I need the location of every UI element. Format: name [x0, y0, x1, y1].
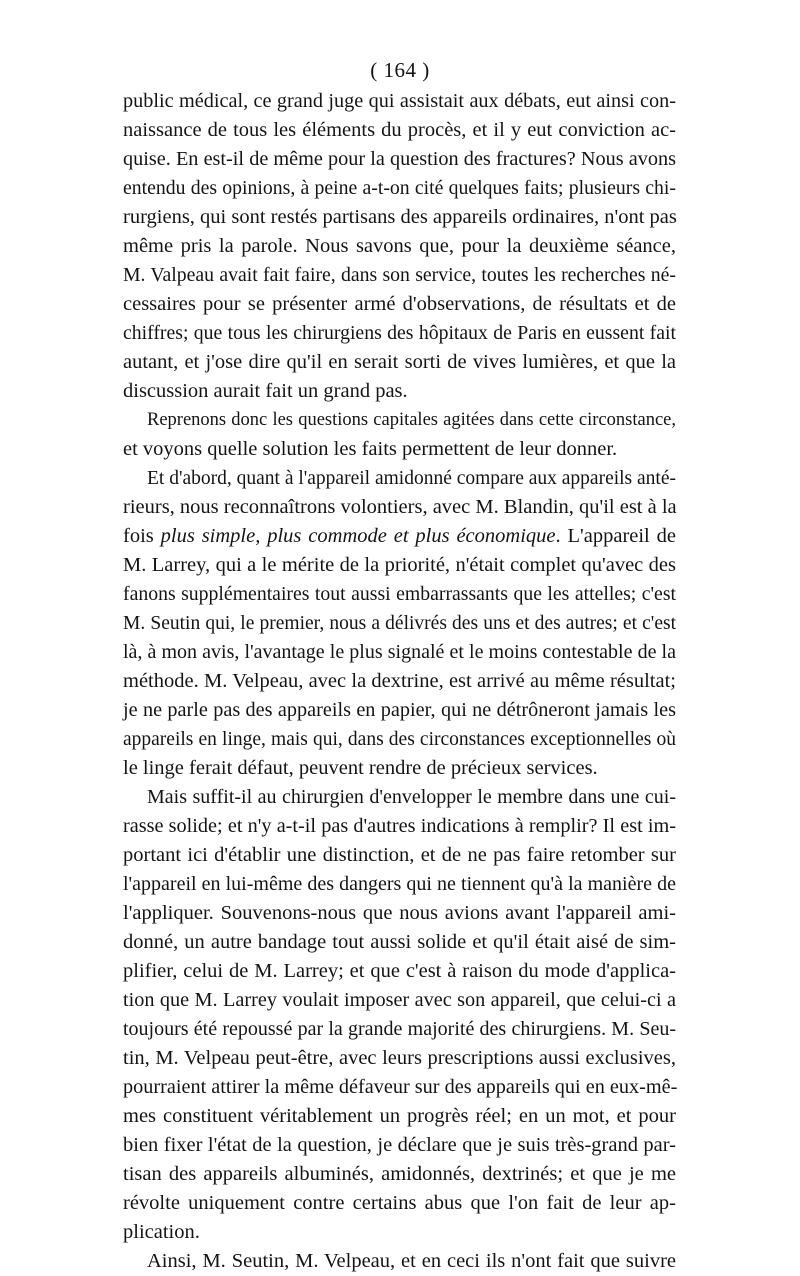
- text-line: public médical, ce grand juge qui assistait aux débats, eut ainsi con-: [123, 90, 676, 112]
- text-line: mes constituent véritablement un progrès réel; en un mot, et pour: [123, 1105, 676, 1127]
- text-line: [123, 522, 676, 551]
- text-line: M. Larrey, qui a le mérite de la priorité, n'était complet qu'avec des: [123, 554, 676, 576]
- text-line: Et d'abord, quant à l'appareil amidonné compare aux appareils anté-: [147, 468, 676, 489]
- text-segment: . L'appareil de: [555, 525, 676, 547]
- text-line: rasse solide; et n'y a-t-il pas d'autres indications à remplir? Il est im-: [123, 815, 676, 837]
- page-number: ( 164 ): [370, 58, 430, 82]
- text-line: chiffres; que tous les chirurgiens des hôpitaux de Paris en eussent fait: [123, 322, 676, 344]
- text-line: méthode. M. Velpeau, avec la dextrine, est arrivé au même résultat;: [123, 670, 676, 692]
- text-line: l'appliquer. Souvenons-nous que nous avions avant l'appareil ami-: [123, 902, 676, 924]
- text-line: le linge ferait défaut, peuvent rendre de précieux services.: [123, 757, 598, 779]
- text-line: Reprenons donc les questions capitales agitées dans cette circonstance,: [147, 410, 676, 430]
- text-line: tisan des appareils albuminés, amidonnés, dextrinés; et que je me: [123, 1163, 676, 1185]
- text-line: entendu des opinions, à peine a-t-on cité quelques faits; plusieurs chi-: [123, 177, 676, 199]
- text-line: tin, M. Velpeau peut-être, avec leurs prescriptions aussi exclusives,: [123, 1047, 676, 1069]
- text-line: quise. En est-il de même pour la question des fractures? Nous avons: [123, 148, 676, 170]
- text-line: même pris la parole. Nous savons que, pour la deuxième séance,: [123, 235, 676, 257]
- text-line: plifier, celui de M. Larrey; et que c'est à raison du mode d'applica-: [123, 960, 676, 982]
- text-line: cessaires pour se présenter armé d'observations, de résultats et de: [123, 293, 676, 315]
- text-line: discussion aurait fait un grand pas.: [123, 380, 408, 402]
- text-line: pourraient attirer la même défaveur sur des appareils qui en eux-mê-: [123, 1076, 678, 1098]
- text-line: et voyons quelle solution les faits permettent de leur donner.: [123, 438, 618, 460]
- text-line: autant, et j'ose dire qu'il en serait sorti de vives lumières, et que la: [123, 351, 676, 373]
- text-line: l'appareil en lui-même des dangers qui ne tiennent qu'à la manière de: [123, 873, 676, 895]
- text-line: rieurs, nous reconnaîtrons volontiers, avec M. Blandin, qu'il est à la: [123, 496, 677, 518]
- text-line: M. Valpeau avait fait faire, dans son service, toutes les recherches né-: [123, 264, 676, 286]
- text-line: tion que M. Larrey voulait imposer avec son appareil, que celui-ci a: [123, 989, 676, 1011]
- body-text: [123, 87, 676, 1276]
- text-line: Mais suffit-il au chirurgien d'envelopper le membre dans une cui-: [147, 786, 676, 808]
- text-line: appareils en linge, mais qui, dans des circonstances exceptionnelles où: [123, 729, 676, 750]
- italic-phrase: plus simple, plus commode et plus économique: [160, 525, 556, 547]
- text-line: révolte uniquement contre certains abus que l'on fait de leur ap-: [123, 1192, 676, 1214]
- text-line: fanons supplémentaires tout aussi embarrassants que les attelles; c'est: [123, 583, 676, 605]
- text-line: je ne parle pas des appareils en papier, qui ne détrôneront jamais les: [123, 699, 676, 721]
- text-line: naissance de tous les éléments du procès, et il y eut conviction ac-: [123, 119, 676, 141]
- text-line: portant ici d'établir une distinction, et de ne pas faire retomber sur: [123, 844, 676, 866]
- text-line: M. Seutin qui, le premier, nous a délivrés des uns et des autres; et c'est: [123, 613, 676, 634]
- text-line: Ainsi, M. Seutin, M. Velpeau, et en ceci ils n'ont fait que suivre: [147, 1250, 676, 1272]
- text-line: rurgiens, qui sont restés partisans des appareils ordinaires, n'ont pas: [123, 206, 677, 228]
- text-line: bien fixer l'état de la question, je déclare que je suis très-grand par-: [123, 1134, 676, 1156]
- text-line: toujours été repoussé par la grande majorité des chirurgiens. M. Seu-: [123, 1018, 676, 1040]
- text-line: plication.: [123, 1221, 200, 1243]
- text-line: là, à mon avis, l'avantage le plus signalé et le moins contestable de la: [123, 641, 676, 663]
- text-segment: fois: [123, 525, 161, 547]
- text-line: donné, un autre bandage tout aussi solide et qu'il était aisé de sim-: [123, 931, 676, 953]
